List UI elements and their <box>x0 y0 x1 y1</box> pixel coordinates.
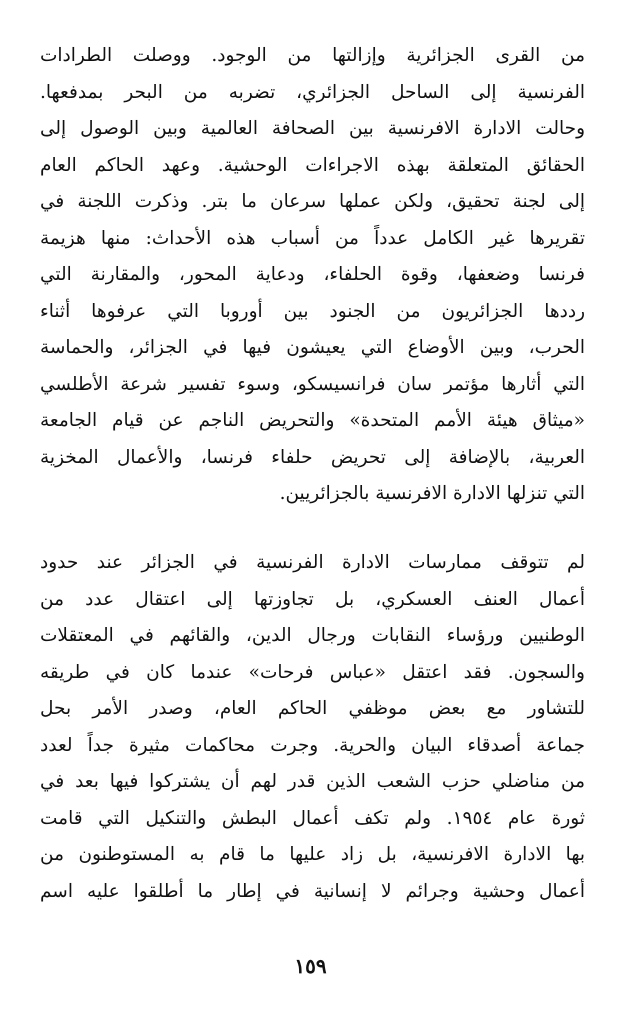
text-line: من القرى الجزائرية وإزالتها من الوجود. ووصلت الطرادات <box>40 45 585 66</box>
text-line: فرنسا وضعفها، وقوة الحلفاء، ودعاية المحور، والمقارنة التي <box>40 264 585 285</box>
text-line: الحرب، وبين الأوضاع التي يعيشون فيها في الجزائر، والحماسة <box>40 337 585 358</box>
text-line: التي أثارها مؤتمر سان فرانسيسكو، وسوء تفسير شرعة الأطلسي <box>40 373 585 395</box>
text-line: التي تنزلها الادارة الافرنسية بالجزائريين. <box>279 483 585 504</box>
text-line: «ميثاق هيئة الأمم المتحدة» والتحريض الناجم عن قيام الجامعة <box>40 410 585 431</box>
text-line: والسجون. فقد اعتقل «عباس فرحات» عندما كان في طريقه <box>40 661 585 683</box>
text-line: جماعة أصدقاء البيان والحرية. وجرت محاكمات مثيرة جداً لعدد <box>40 734 585 756</box>
text-line: ثورة عام ١٩٥٤. ولم تكف أعمال البطش والتنكيل التي قامت <box>40 807 585 829</box>
text-line: وحالت الادارة الافرنسية بين الصحافة العالمية وبين الوصول إلى <box>40 118 585 139</box>
text-line: بها الادارة الافرنسية، بل زاد عليها ما قام به المستوطنون من <box>40 844 585 865</box>
text-line: رددها الجزائريون من الجنود بين أوروبا التي عرفوها أثناء <box>40 300 585 322</box>
text-line: الحقائق المتعلقة بهذه الاجراءات الوحشية. وعهد الحاكم العام <box>40 154 585 176</box>
paragraph-1 <box>40 38 585 513</box>
text-line: من مناضلي حزب الشعب الذين قدر لهم أن يشتركوا فيها بعد في <box>40 771 585 792</box>
text-line: الوطنيين ورؤساء النقابات ورجال الدين، والقائهم في المعتقلات <box>40 625 585 646</box>
paragraph-2 <box>40 545 585 910</box>
text-line: إلى لجنة تحقيق، ولكن عملها سرعان ما بتر. وذكرت اللجنة في <box>40 191 585 212</box>
text-line: الفرنسية إلى الساحل الجزائري، تضربه من البحر بمدفعها. <box>40 81 585 103</box>
text-line: أعمال وحشية وجرائم لا إنسانية في إطار ما أطلقوا عليه اسم <box>40 880 585 902</box>
text-line: لم تتوقف ممارسات الادارة الفرنسية في الجزائر عند حدود <box>40 552 585 573</box>
text-line: تقريرها غير الكامل عدداً من أسباب هذه الأحداث: منها هزيمة <box>40 227 585 249</box>
text-line: العربية، بالإضافة إلى تحريض حلفاء فرنسا، والأعمال المخزية <box>40 446 585 468</box>
text-line: أعمال العنف العسكري، بل تجاوزتها إلى اعتقال عدد من <box>40 588 585 610</box>
text-line: للتشاور مع بعض موظفي الحاكم العام، وصدر الأمر بحل <box>40 698 585 719</box>
page-number: ١٥٩ <box>294 954 327 978</box>
